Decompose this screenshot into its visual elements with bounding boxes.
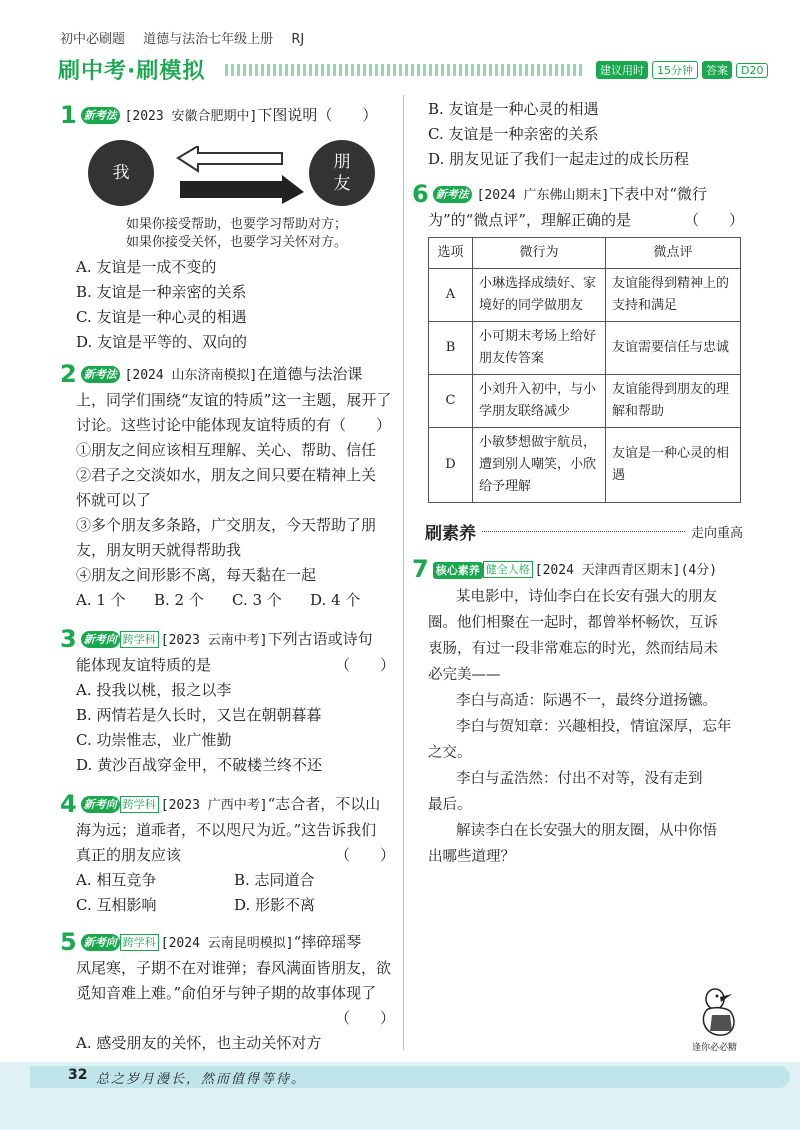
option-a[interactable]: A. 投我以桃，报之以李 <box>76 681 232 699</box>
question-source: [2024 云南昆明模拟] <box>160 936 294 951</box>
question-number: 1 <box>60 101 77 129</box>
subject-name: 道德与法治七年级上册 <box>143 32 274 47</box>
answer-paren[interactable]: （ ） <box>334 846 395 864</box>
option-b[interactable]: B. 2 个 <box>154 591 204 609</box>
option-a[interactable]: A. 感受朋友的关怀，也主动关怀对方 <box>76 1034 322 1052</box>
option-a[interactable]: A. 友谊是一成不变的 <box>76 258 217 276</box>
question-7 <box>412 557 744 583</box>
cell-option: D <box>429 428 473 503</box>
answer-paren[interactable]: （ ） <box>334 656 395 674</box>
option-d[interactable]: D. 友谊是平等的、双向的 <box>76 333 248 351</box>
left-arrow <box>178 146 282 171</box>
question-source: [2023 安徽合肥期中] <box>124 109 258 124</box>
option-c[interactable]: C. 功崇惟志，业广惟勤 <box>76 731 232 749</box>
question-source: [2023 广西中考] <box>160 798 268 813</box>
duck-mascot-icon <box>690 985 752 1041</box>
cell-option: C <box>429 375 473 428</box>
option-c[interactable]: C. 友谊是一种心灵的相遇 <box>76 308 247 326</box>
cell-behavior: 小可期末考场上给好朋友传答案 <box>473 322 606 375</box>
statement-4: ④朋友之间形影不离，每天黏在一起 <box>76 566 317 584</box>
option-a[interactable]: A. 1 个 <box>76 591 126 609</box>
right-arrow <box>180 175 304 204</box>
statement-1: ①朋友之间应该相互理解、关心、帮助、信任 <box>76 441 377 459</box>
section-heading <box>425 520 743 542</box>
page-number: 32 <box>68 1067 88 1083</box>
question-3: 3 新考向 跨学科 [2023 云南中考]下列古语或诗句 能体现友谊特质的是 （ ） A. 投我以桃，报之以李 B. 两情若是久长时，又岂在朝朝暮暮 C. 功崇惟志，业广惟勤 D. 黄沙百战穿金甲，不破楼兰终不还 <box>60 627 395 778</box>
time-label: 建议用时 <box>596 61 648 79</box>
tag-new-direction: 新考向 <box>81 631 120 648</box>
option-c[interactable]: C. 3 个 <box>232 591 282 609</box>
circle-friend: 朋 友 <box>309 140 375 206</box>
column-header: 微行为 <box>473 238 606 269</box>
question-number: 3 <box>60 625 77 653</box>
tag-cross-subject: 跨学科 <box>120 934 159 951</box>
table-header-row <box>429 238 741 269</box>
table-row <box>429 269 741 322</box>
question-5: 5 新考向 跨学科 [2024 云南昆明模拟]“摔碎瑶琴 凤尾寒，子期不在对谁弹；春风满面皆朋友，欲 觅知音难上难。”俞伯牙与钟子期的故事体现了 （ ） A. 感受朋友的关怀，也主动关怀对方 <box>60 930 395 1056</box>
option-b[interactable]: B. 两情若是久长时，又岂在朝朝暮暮 <box>76 706 322 724</box>
question-4: 4 新考向 跨学科 [2023 广西中考]“志合者，不以山 海为远；道乖者，不以咫尺为近。”这告诉我们 真正的朋友应该 （ ） A. 相互竞争 B. 志同道合 C. 互相影响 D. 形影不离 <box>60 792 395 918</box>
brand-title: 刷中考·刷模拟 <box>58 58 206 84</box>
circle-me: 我 <box>88 140 154 206</box>
option-d[interactable]: D. 形影不离 <box>234 896 316 914</box>
option-c[interactable]: C. 互相影响 <box>76 896 157 914</box>
option-b[interactable]: B. 志同道合 <box>234 871 315 889</box>
answer-paren[interactable]: （ ） <box>683 211 744 229</box>
column-header: 微点评 <box>606 238 741 269</box>
table-row <box>429 428 741 503</box>
cell-comment: 友谊能得到朋友的理解和帮助 <box>606 375 741 428</box>
option-d[interactable]: D. 朋友见证了我们一起走过的成长历程 <box>428 150 690 168</box>
option-c[interactable]: C. 友谊是一种亲密的关系 <box>428 125 599 143</box>
statement-2: ②君子之交淡如水，朋友之间只要在精神上关 <box>76 466 377 484</box>
question-2: 2 新考法 [2024 山东济南模拟]在道德与法治课 上，同学们围绕“友谊的特质”这一主题，展开了 讨论。这些讨论中能体现友谊特质的有（ ） ①朋友之间应该相互理解、关心、帮助、信任 ②君子之交淡如水，朋友之间只要在精神上关 怀就可以了 ③多个朋友多条路，广交朋友，今天帮助了朋 友，朋友明天就得帮助我 ④朋友之间形影不离，每天黏在一起 A. 1 个 B. 2 个 C. 3 个 D. 4 个 <box>60 362 395 613</box>
section-subtitle: 走向重高 <box>690 525 743 541</box>
cell-comment: 友谊是一种心灵的相遇 <box>606 428 741 503</box>
tag-new-method: 新考法 <box>81 366 120 383</box>
answer-paren[interactable]: （ ） <box>334 1009 395 1027</box>
comparison-table <box>428 237 741 503</box>
answer-page: D20 <box>736 63 768 78</box>
question-source: [2024 天津西青区期末](4分) <box>534 563 718 578</box>
running-header <box>60 28 318 47</box>
q7-passage: 某电影中，诗仙李白在长安有强大的朋友 圈。他们相聚在一起时，都曾举杯畅饮，互诉 衷肠，有过一段非常难忘的时光，然而结局未 必完美—— 李白与高适：际遇不一，最终分道扬镳。 李白与贺知章：兴趣相投，情谊深厚，忘年 之交。 李白与孟浩然：付出不对等，没有走到 最后。 解读李白在长安强大的朋友圈，从中你悟 出哪些道理？ <box>428 589 732 865</box>
q5-options-continued <box>428 97 689 172</box>
column-header: 选项 <box>429 238 473 269</box>
time-value: 15分钟 <box>652 61 698 79</box>
dotted-leader <box>482 531 685 532</box>
tag-cross-subject: 跨学科 <box>120 796 159 813</box>
tag-core-literacy: 核心素养 <box>433 562 483 579</box>
question-6: 6 新考法 [2024 广东佛山期末]下表中对“微行 为”的“微点评”，理解正确的是 （ ） <box>412 182 744 233</box>
option-b[interactable]: B. 友谊是一种亲密的关系 <box>76 283 247 301</box>
arrows-diagram <box>176 146 308 204</box>
cell-comment: 友谊需要信任与忠诚 <box>606 322 741 375</box>
statement-3: ③多个朋友多条路，广交朋友，今天帮助了朋 <box>76 516 377 534</box>
option-d[interactable]: D. 黄沙百战穿金甲，不破楼兰终不还 <box>76 756 323 774</box>
question-number: 7 <box>412 555 429 583</box>
mascot-caption: 逢你必必糖 <box>692 1043 738 1053</box>
option-d[interactable]: D. 4 个 <box>310 591 361 609</box>
section-title: 刷素养 <box>425 523 476 544</box>
diagram-caption: 如果你接受帮助，也要学习帮助对方； 如果你接受关怀，也要学习关怀对方。 <box>126 217 348 250</box>
brand-banner <box>58 52 205 86</box>
tag-sound-personality: 健全人格 <box>483 561 533 578</box>
question-number: 4 <box>60 790 77 818</box>
tag-new-direction: 新考向 <box>81 934 120 951</box>
table-row <box>429 375 741 428</box>
question-1 <box>60 103 390 129</box>
column-divider <box>403 95 404 1050</box>
answer-label: 答案 <box>702 61 732 79</box>
timer-box <box>596 61 768 79</box>
tag-cross-subject: 跨学科 <box>120 631 159 648</box>
table-row <box>429 322 741 375</box>
option-a[interactable]: A. 相互竞争 <box>76 871 157 889</box>
footer-motto: 总之岁月漫长，然而值得等待。 <box>96 1072 307 1087</box>
question-number: 6 <box>412 180 429 208</box>
option-b[interactable]: B. 友谊是一种心灵的相遇 <box>428 100 599 118</box>
question-stem: 下图说明（ ） <box>257 106 378 124</box>
question-number: 5 <box>60 928 77 956</box>
tag-new-method: 新考法 <box>433 186 472 203</box>
cell-behavior: 小敏梦想做宇航员，遭到别人嘲笑，小欣给予理解 <box>473 428 606 503</box>
edition-code: RJ <box>291 32 305 47</box>
question-source: [2023 云南中考] <box>160 633 268 648</box>
cell-option: B <box>429 322 473 375</box>
question-number: 2 <box>60 360 77 388</box>
series-name: 初中必刷题 <box>60 32 126 47</box>
question-source: [2024 广东佛山期末] <box>476 188 610 203</box>
q2-options <box>76 588 395 613</box>
cell-option: A <box>429 269 473 322</box>
cell-behavior: 小刘升入初中，与小学朋友联络减少 <box>473 375 606 428</box>
question-source: [2024 山东济南模拟] <box>124 368 258 383</box>
tag-new-method: 新考法 <box>81 107 120 124</box>
cell-comment: 友谊能得到精神上的支持和满足 <box>606 269 741 322</box>
cell-behavior: 小琳选择成绩好、家境好的同学做朋友 <box>473 269 606 322</box>
decorative-stripes <box>225 64 585 76</box>
tag-new-direction: 新考向 <box>81 796 120 813</box>
q1-options <box>76 255 247 355</box>
